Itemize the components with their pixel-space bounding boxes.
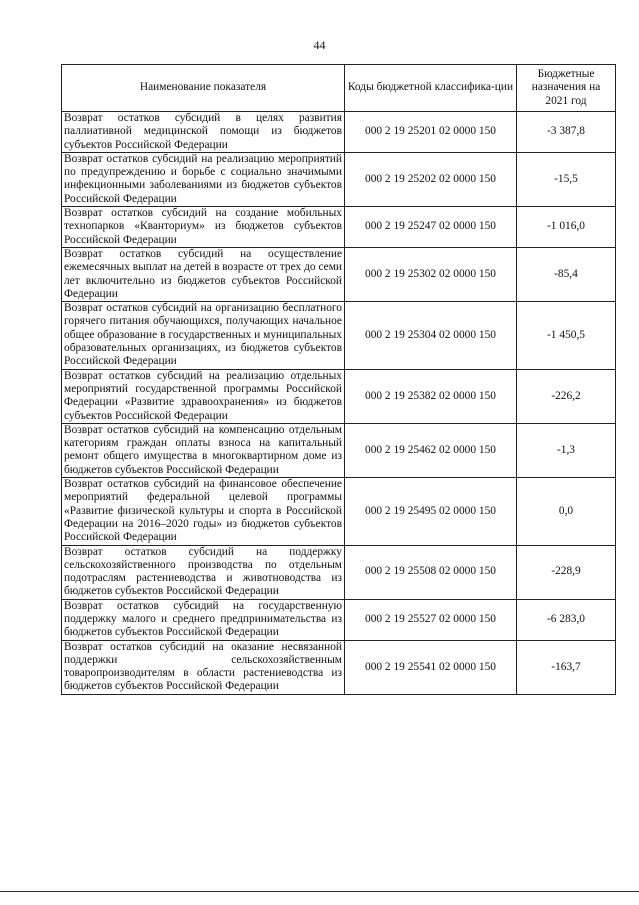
row-amount: -228,9 [517, 545, 616, 599]
row-code: 000 2 19 25508 02 0000 150 [345, 545, 517, 599]
row-code: 000 2 19 25302 02 0000 150 [345, 247, 517, 301]
row-name: Возврат остатков субсидий на финансовое обеспечение мероприятий федеральной целевой программы «Развитие физической культуры и спорта в Российской Федерации на 2016–2020 годы» из бюджетов субъектов Российской Федерации [62, 478, 345, 545]
page-number: 44 [313, 38, 326, 52]
row-amount: -226,2 [517, 369, 616, 423]
row-code: 000 2 19 25495 02 0000 150 [345, 478, 517, 545]
row-name: Возврат остатков субсидий на поддержку сельскохозяйственного производства по отдельным подотраслям растениеводства и животноводства из бюджетов субъектов Российской Федерации [62, 545, 345, 599]
page-bottom-rule [0, 891, 639, 892]
table-row [62, 302, 616, 369]
row-name: Возврат остатков субсидий на создание мобильных технопарков «Кванториум» из бюджетов субъектов Российской Федерации [62, 207, 345, 248]
row-code: 000 2 19 25462 02 0000 150 [345, 423, 517, 477]
table-header [62, 65, 616, 112]
row-code: 000 2 19 25527 02 0000 150 [345, 599, 517, 640]
row-amount: -1,3 [517, 423, 616, 477]
table-row [62, 478, 616, 545]
row-name: Возврат остатков субсидий на организацию бесплатного горячего питания обучающихся, получающих начальное общее образование в государственных и муниципальных образовательных организациях, из бюджетов субъектов Российской Федерации [62, 302, 345, 369]
row-code: 000 2 19 25382 02 0000 150 [345, 369, 517, 423]
table-row [62, 207, 616, 248]
table-row [62, 599, 616, 640]
row-name: Возврат остатков субсидий на реализацию отдельных мероприятий государственной программы Российской Федерации «Развитие здравоохранения» из бюджетов субъектов Российской Федерации [62, 369, 345, 423]
table-row [62, 423, 616, 477]
row-code: 000 2 19 25247 02 0000 150 [345, 207, 517, 248]
row-code: 000 2 19 25202 02 0000 150 [345, 152, 517, 206]
row-name: Возврат остатков субсидий на компенсацию отдельным категориям граждан оплаты взноса на капитальный ремонт общего имущества в многоквартирном доме из бюджетов субъектов Российской Федерации [62, 423, 345, 477]
row-amount: -1 016,0 [517, 207, 616, 248]
row-name: Возврат остатков субсидий на осуществление ежемесячных выплат на детей в возрасте от трех до семи лет включительно из бюджетов субъектов Российской Федерации [62, 247, 345, 301]
table-row [62, 640, 616, 694]
table-row [62, 545, 616, 599]
row-amount: -6 283,0 [517, 599, 616, 640]
row-amount: -15,5 [517, 152, 616, 206]
row-name: Возврат остатков субсидий на реализацию мероприятий по предупреждению и борьбе с социально значимыми инфекционными заболеваниями из бюджетов субъектов Российской Федерации [62, 152, 345, 206]
table-row [62, 247, 616, 301]
table-row [62, 112, 616, 153]
row-name: Возврат остатков субсидий на государственную поддержку малого и среднего предпринимательства из бюджетов субъектов Российской Федерации [62, 599, 345, 640]
row-code: 000 2 19 25541 02 0000 150 [345, 640, 517, 694]
row-name: Возврат остатков субсидий в целях развития паллиативной медицинской помощи из бюджетов субъектов Российской Федерации [62, 112, 345, 153]
row-amount: -1 450,5 [517, 302, 616, 369]
row-amount: 0,0 [517, 478, 616, 545]
table-row [62, 369, 616, 423]
budget-table [61, 64, 616, 695]
header-name: Наименование показателя [62, 65, 345, 112]
row-code: 000 2 19 25304 02 0000 150 [345, 302, 517, 369]
row-name: Возврат остатков субсидий на оказание несвязанной поддержки сельскохозяйственным товаропроизводителям в области растениеводства из бюджетов субъектов Российской Федерации [62, 640, 345, 694]
header-amount: Бюджетные назначения на 2021 год [517, 65, 616, 112]
header-code: Коды бюджетной классифика-ции [345, 65, 517, 112]
row-amount: -85,4 [517, 247, 616, 301]
row-code: 000 2 19 25201 02 0000 150 [345, 112, 517, 153]
row-amount: -163,7 [517, 640, 616, 694]
table-row [62, 152, 616, 206]
row-amount: -3 387,8 [517, 112, 616, 153]
